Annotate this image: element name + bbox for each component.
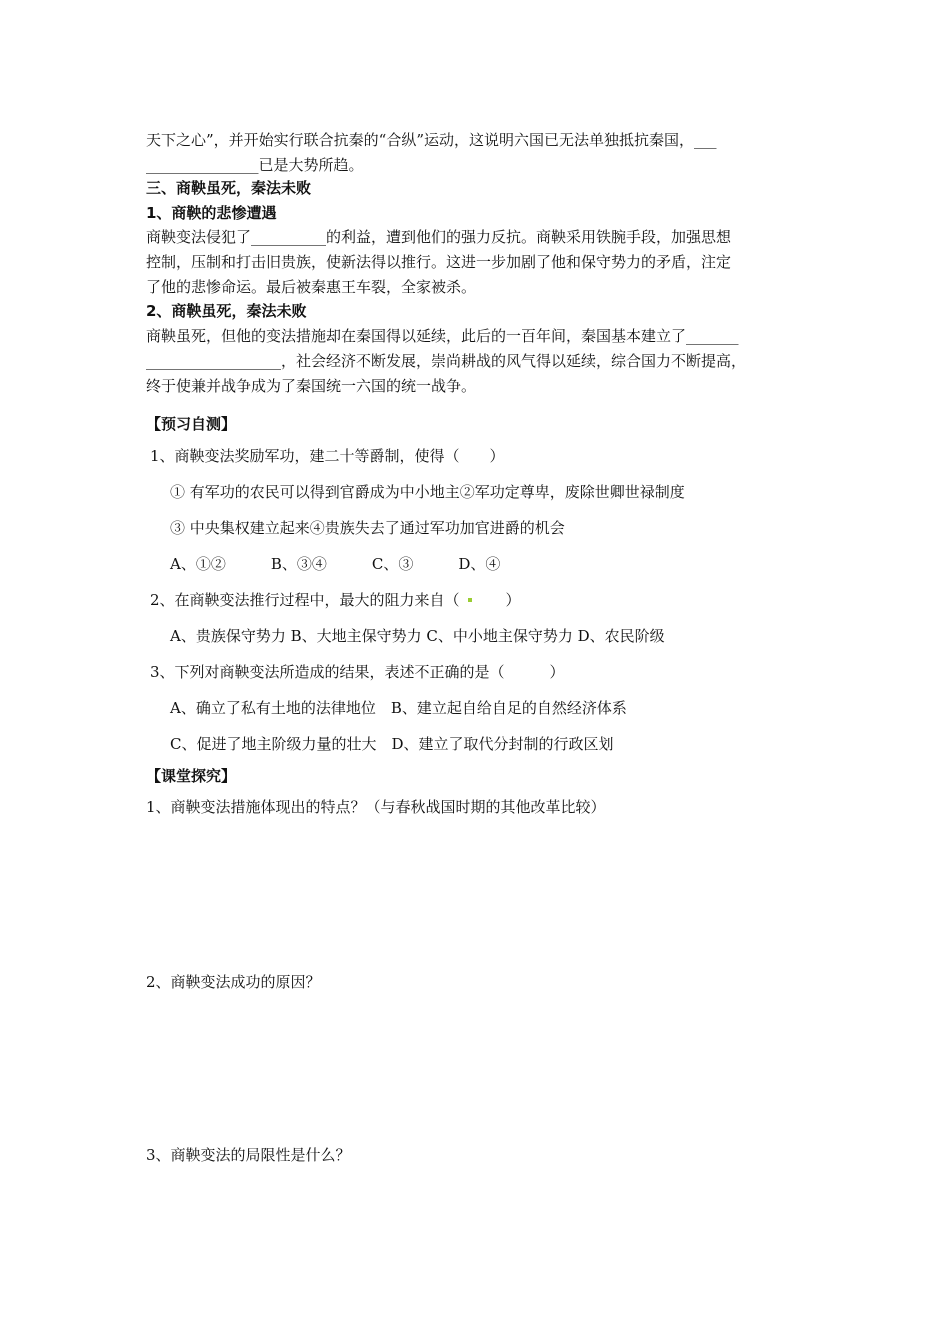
subsection-2-heading: 2、商鞅虽死，秦法未败	[146, 302, 307, 320]
question-2-choices: A、贵族保守势力 B、大地主保守势力 C、中小地主保守势力 D、农民阶级	[170, 627, 665, 645]
intro-line-1: 天下之心”，并开始实行联合抗秦的“合纵”运动，这说明六国已无法单独抵抗秦国，___	[146, 131, 717, 149]
question-2-stem-paren: ）	[475, 591, 521, 609]
question-1-stem: 1、商鞅变法奖励军功，建二十等爵制，使得（ ）	[150, 447, 505, 465]
question-3-stem: 3、下列对商鞅变法所造成的结果，表述不正确的是（ ）	[150, 663, 565, 681]
explore-question-1: 1、商鞅变法措施体现出的特点？（与春秋战国时期的其他改革比较）	[146, 798, 606, 816]
section-3-heading: 三、商鞅虽死，秦法未败	[146, 179, 312, 197]
question-2-stem-text: 2、在商鞅变法推行过程中，最大的阻力来自（	[150, 591, 460, 609]
question-1-options-line: ① 有军功的农民可以得到官爵成为中小地主②军功定尊卑，废除世卿世禄制度	[170, 483, 685, 501]
subsection-1-heading: 1、商鞅的悲惨遭遇	[146, 204, 277, 222]
subsection-1-paragraph-line: 了他的悲惨命运。最后被秦惠王车裂，全家被杀。	[146, 278, 477, 296]
question-3-choices-line: A、确立了私有土地的法律地位 B、建立起自给自足的自然经济体系	[170, 699, 627, 717]
subsection-2-paragraph-line: 商鞅虽死，但他的变法措施却在秦国得以延续，此后的一百年间，秦国基本建立了_______	[146, 327, 739, 345]
intro-line-2: _______________已是大势所趋。	[146, 156, 364, 174]
question-2-stem	[150, 590, 521, 610]
question-3-choices-line: C、促进了地主阶级力量的壮大 D、建立了取代分封制的行政区划	[170, 735, 614, 753]
explore-question-2: 2、商鞅变法成功的原因？	[146, 973, 321, 991]
explore-question-3: 3、商鞅变法的局限性是什么？	[146, 1146, 351, 1164]
question-1-options-line: ③ 中央集权建立起来④贵族失去了通过军功加官进爵的机会	[170, 519, 565, 537]
preview-test-heading: 【预习自测】	[146, 415, 237, 433]
subsection-1-paragraph-line: 控制，压制和打击旧贵族，使新法得以推行。这进一步加剧了他和保守势力的矛盾，注定	[146, 253, 732, 271]
subsection-2-paragraph-line: __________________，社会经济不断发展，崇尚耕战的风气得以延续，综合国力不断提高，	[146, 352, 747, 370]
class-explore-heading: 【课堂探究】	[146, 767, 237, 785]
green-dot-mark	[468, 598, 472, 602]
question-1-choices: A、①② B、③④ C、③ D、④	[170, 555, 501, 573]
subsection-2-paragraph-line: 终于使兼并战争成为了秦国统一六国的统一战争。	[146, 377, 477, 395]
subsection-1-paragraph-line: 商鞅变法侵犯了__________的利益，遭到他们的强力反抗。商鞅采用铁腕手段，加强思想	[146, 228, 732, 246]
